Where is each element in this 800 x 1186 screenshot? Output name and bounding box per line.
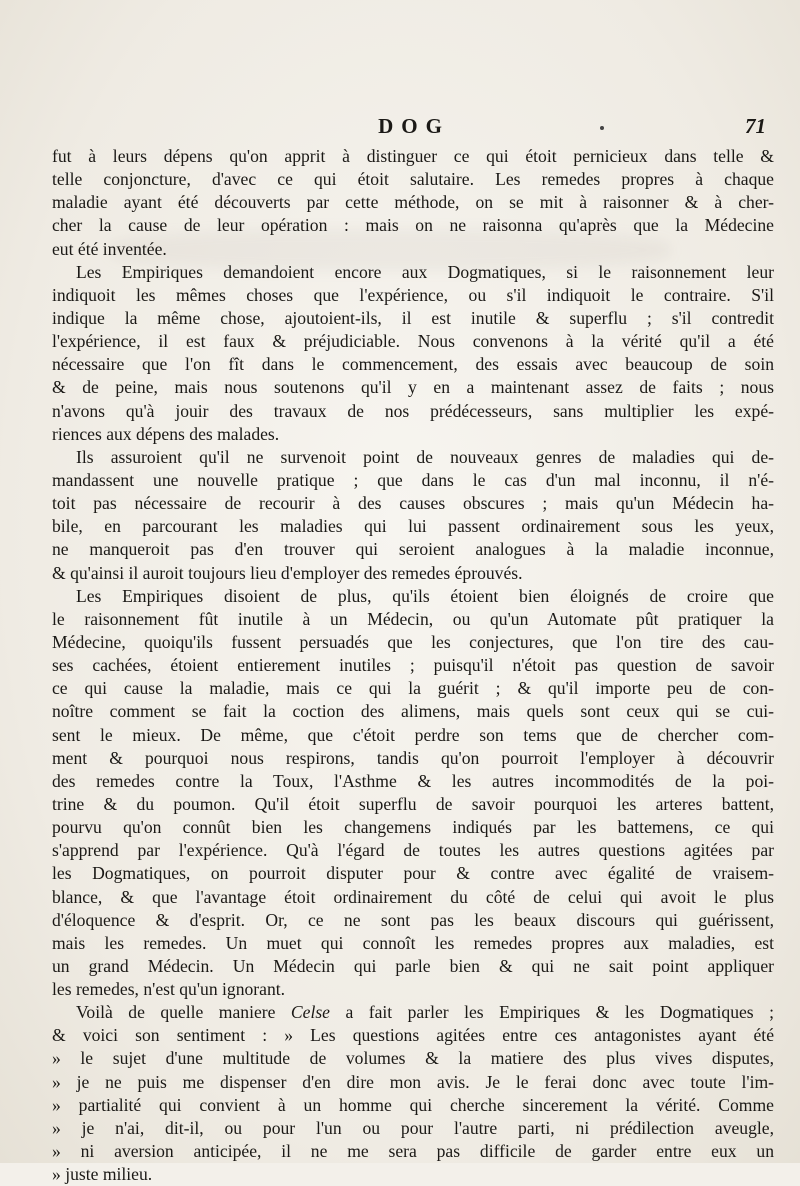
text-line: le raisonnement fût inutile à un Médecin, ou qu'un Automate pût pratiquer la xyxy=(52,608,774,629)
paragraph xyxy=(52,1001,774,1186)
text-line: Les Empiriques demandoient encore aux Dogmatiques, si le raisonnement leur xyxy=(76,261,774,282)
text-line: toit pas nécessaire de recourir à des causes obscures ; mais qu'un Médecin ha- xyxy=(52,493,774,514)
text-line: noître comment se fait la coction des alimens, mais quels sont ceux qui se cui- xyxy=(52,701,774,722)
text-line: trine & du poumon. Qu'il étoit superflu de savoir pourquoi les arteres battent, xyxy=(52,793,774,814)
text-line: indique la même chose, ajoutoient-ils, il est inutile & superflu ; s'il contredit xyxy=(52,307,774,328)
text-line: telle conjoncture, d'avec ce qui étoit salutaire. Les remedes propres à chaque xyxy=(52,169,774,190)
text-line: » je ne puis me dispenser d'en dire mon avis. Je le ferai donc avec toute l'im- xyxy=(52,1071,774,1092)
text-line: » le sujet d'une multitude de volumes & la matiere des plus vives disputes, xyxy=(52,1048,774,1069)
text-line: » juste milieu. xyxy=(52,1164,153,1185)
running-head: DOG xyxy=(378,114,450,138)
text-line: riences aux dépens des malades. xyxy=(52,423,280,444)
text-line: Médecine, quoiqu'ils fussent persuadés que les conjectures, que l'on tire des cau- xyxy=(52,631,774,652)
paragraph xyxy=(52,446,774,585)
text-line: & de peine, mais nous soutenons qu'il y en a maintenant assez de faits ; nous xyxy=(52,377,774,398)
text-line: pourvu qu'on connût bien les changemens indiqués par les battemens, ce qui xyxy=(52,817,774,838)
text-line: eut été inventée. xyxy=(52,238,167,259)
text-line: & qu'ainsi il auroit toujours lieu d'employer des remedes éprouvés. xyxy=(52,562,523,583)
text-line: les remedes, n'est qu'un ignorant. xyxy=(52,979,286,1000)
text-line: ne manqueroit pas d'en trouver qui seroient analogues à la maladie inconnue, xyxy=(52,539,774,560)
text-line: les Dogmatiques, on pourroit disputer pour & contre avec égalité de vraisem- xyxy=(52,863,774,884)
text-line: des remedes contre la Toux, l'Asthme & les autres incommodités de la poi- xyxy=(52,770,774,791)
text-line: maladie ayant été découverts par cette méthode, on se mit à raisonner & à cher- xyxy=(52,192,774,213)
text-line: blance, & que l'avantage étoit ordinairement du côté de celui qui avoit le plus xyxy=(52,886,774,907)
text-line: cher la cause de leur opération : mais on ne raisonna qu'après que la Médecine xyxy=(52,215,774,236)
text-line: ment & pourquoi nous respirons, tandis qu'on pourroit l'employer à découvrir xyxy=(52,747,774,768)
text-line: sent le mieux. De même, que c'étoit perdre son tems que de chercher com- xyxy=(52,724,774,745)
text-line: d'éloquence & d'esprit. Or, ce ne sont pas les beaux discours qui guérissent, xyxy=(52,909,774,930)
text-line: nécessaire que l'on fît dans le commencement, des essais avec beaucoup de soin xyxy=(52,354,774,375)
text-line: indiquoit les mêmes choses que l'expérience, ou s'il indiquoit le contraire. S'il xyxy=(52,284,774,305)
text-line: » partialité qui convient à un homme qui cherche sincerement la vérité. Comme xyxy=(52,1094,774,1115)
text-line: Les Empiriques disoient de plus, qu'ils étoient bien éloignés de croire que xyxy=(76,585,774,606)
text-line: bile, en parcourant les maladies qui lui passent ordinairement sous les yeux, xyxy=(52,516,774,537)
paragraph xyxy=(52,145,774,261)
page-number: 71 xyxy=(745,114,766,138)
text-line: l'expérience, il est faux & préjudiciable. Nous convenons à la vérité qu'il a été xyxy=(52,331,774,352)
body-text xyxy=(52,145,774,1186)
text-line: » ni aversion anticipée, il ne me sera pas difficile de garder entre eux un xyxy=(52,1141,774,1162)
text-line: un grand Médecin. Un Médecin qui parle bien & qui ne sait point appliquer xyxy=(52,955,774,976)
text-line: Ils assuroient qu'il ne survenoit point de nouveaux genres de maladies qui de- xyxy=(76,446,774,467)
text-line: n'avons qu'à jouir des travaux de nos prédécesseurs, sans multiplier les expé- xyxy=(52,400,774,421)
text-line: mais les remedes. Un muet qui connoît les remedes propres aux maladies, est xyxy=(52,932,774,953)
page-header xyxy=(52,114,776,144)
header-dot xyxy=(600,126,604,130)
text-line: ses cachées, étoient entierement inutiles ; puisqu'il n'étoit pas question de savoir xyxy=(52,655,774,676)
text-line: s'apprend par l'expérience. Qu'à l'égard de toutes les autres questions agitées par xyxy=(52,840,774,861)
text-line: & voici son sentiment : » Les questions agitées entre ces antagonistes ayant été xyxy=(52,1025,774,1046)
text-line: fut à leurs dépens qu'on apprit à distinguer ce qui étoit pernicieux dans telle & xyxy=(52,146,774,166)
paragraph xyxy=(52,585,774,1002)
text-line: mandassent une nouvelle pratique ; que dans le cas d'un mal inconnu, il n'é- xyxy=(52,469,774,490)
text-line: » je n'ai, dit-il, ou pour l'un ou pour l'autre parti, ni prédilection aveugle, xyxy=(52,1117,774,1138)
text-line: Voilà de quelle maniere Celse a fait parler les Empiriques & les Dogmatiques ; xyxy=(76,1002,774,1023)
author-name: Celse xyxy=(290,1002,330,1023)
text-line: ce qui cause la maladie, mais ce qui la guérit ; & qu'il importe peu de con- xyxy=(52,678,774,699)
paragraph xyxy=(52,261,774,446)
